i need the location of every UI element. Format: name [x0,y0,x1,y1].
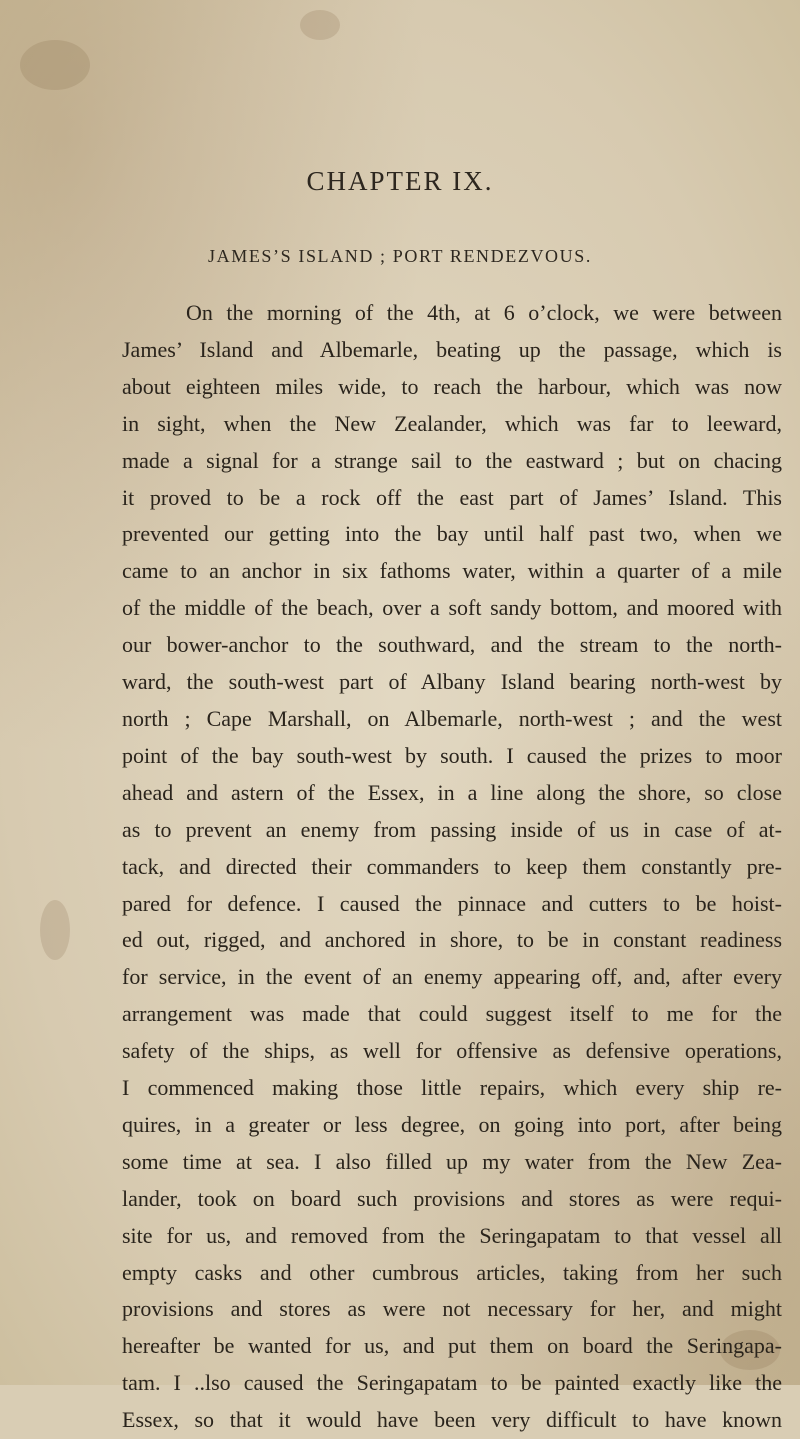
text-line: ahead and astern of the Essex, in a line along the shore, so close [122,779,782,805]
body-text [122,295,782,1439]
text-line: point of the bay south-west by south. I caused the prizes to moor [122,742,782,768]
text-line: made a signal for a strange sail to the eastward ; but on chacing [122,447,782,473]
text-line: north ; Cape Marshall, on Albemarle, north-west ; and the west [122,705,782,731]
text-line: hereafter be wanted for us, and put them on board the Seringapa- [122,1333,782,1359]
text-line: pared for defence. I caused the pinnace and cutters to be hoist- [122,890,782,916]
text-line: site for us, and removed from the Seringapatam to that vessel all [122,1222,782,1248]
text-line: empty casks and other cumbrous articles, taking from her such [122,1259,782,1285]
text-line: prevented our getting into the bay until half past two, when we [122,521,782,547]
text-line: lander, took on board such provisions and stores as were requi- [122,1185,782,1211]
text-line: as to prevent an enemy from passing inside of us in case of at- [122,816,782,842]
text-line: provisions and stores as were not necessary for her, and might [122,1296,782,1322]
text-line: came to an anchor in six fathoms water, within a quarter of a mile [122,558,782,584]
text-line: some time at sea. I also filled up my water from the New Zea- [122,1148,782,1174]
chapter-title: CHAPTER IX. [306,166,494,196]
text-line: ward, the south-west part of Albany Island bearing north-west by [122,669,782,695]
text-line: our bower-anchor to the southward, and the stream to the north- [122,632,782,658]
text-line: it proved to be a rock off the east part of James’ Island. This [122,484,782,510]
paper-stain [40,900,70,960]
text-line: ed out, rigged, and anchored in shore, to be in constant readiness [122,927,782,953]
paper-stain [20,40,90,90]
text-line: James’ Island and Albemarle, beating up the passage, which is [122,336,782,362]
text-line: quires, in a greater or less degree, on going into port, after being [122,1111,782,1137]
paper-stain [300,10,340,40]
text-line: On the morning of the 4th, at 6 o’clock, we were between [186,300,782,325]
text-line: of the middle of the beach, over a soft sandy bottom, and moored with [122,595,782,621]
text-line: safety of the ships, as well for offensive as defensive operations, [122,1038,782,1064]
text-line: in sight, when the New Zealander, which was far to leeward, [122,410,782,436]
text-line: tack, and directed their commanders to keep them constantly pre- [122,853,782,879]
text-line: I commenced making those little repairs, which every ship re- [122,1075,782,1101]
text-line: arrangement was made that could suggest itself to me for the [122,1001,782,1027]
text-line: for service, in the event of an enemy appearing off, and, after every [122,964,782,990]
section-heading: JAMES’S ISLAND ; PORT RENDEZVOUS. [208,246,592,266]
text-line: tam. I ..lso caused the Seringapatam to be painted exactly like the [122,1370,782,1396]
text-line: Essex, so that it would have been very difficult to have known [122,1407,782,1433]
text-line: about eighteen miles wide, to reach the harbour, which was now [122,373,782,399]
